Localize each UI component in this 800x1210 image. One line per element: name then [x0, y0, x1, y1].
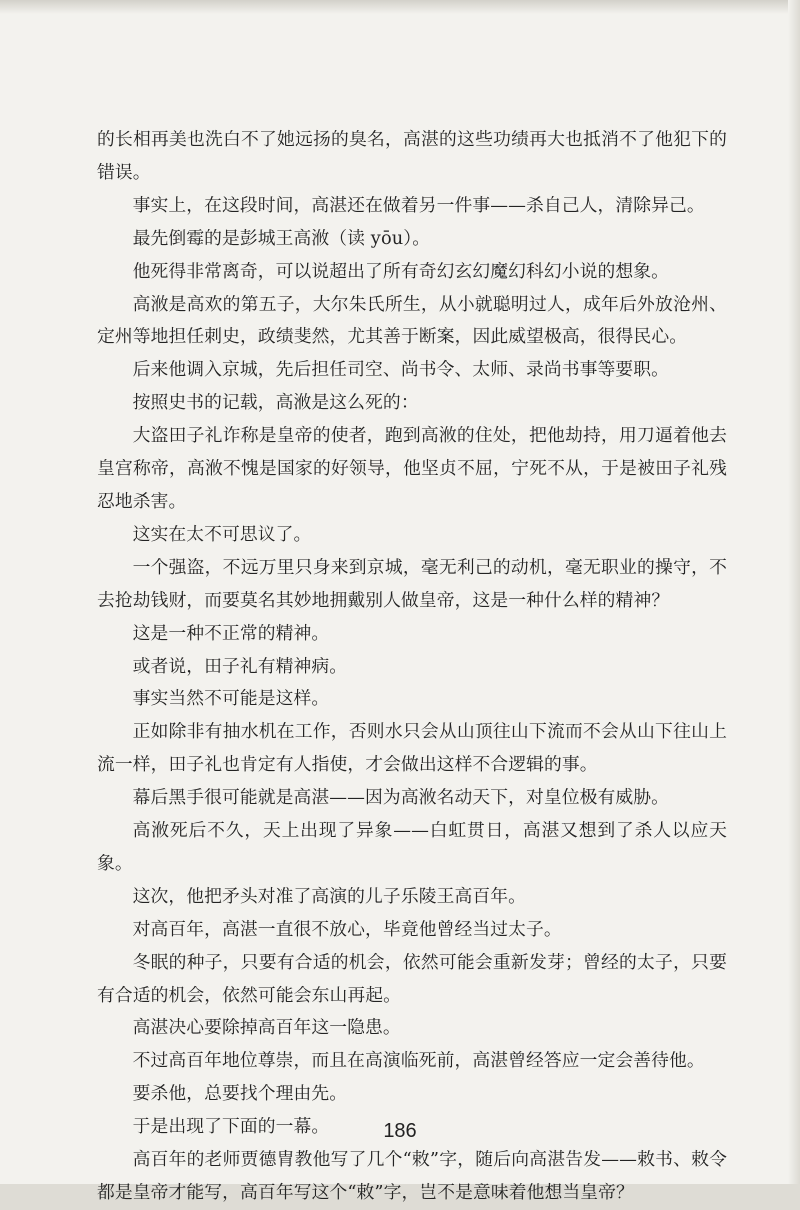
body-text [97, 124, 727, 1210]
paragraph: 他死得非常离奇，可以说超出了所有奇幻玄幻魔幻科幻小说的想象。 [132, 260, 670, 282]
paragraph: 这次，他把矛头对准了高演的儿子乐陵王高百年。 [132, 885, 526, 907]
paragraph: 事实上，在这段时间，高湛还在做着另一件事——杀自己人，清除异己。 [132, 194, 705, 216]
paragraph: 按照史书的记载，高浟是这么死的： [132, 392, 419, 414]
paragraph: 后来他调入京城，先后担任司空、尚书令、太师、录尚书事等要职。 [132, 359, 670, 381]
paragraph: 高百年的老师贾德胄教他写了几个“敕”字，随后向高湛告发——敕书、敕令都是皇帝才能写，高百年写这个“敕”字，岂不是意味着他想当皇帝？ [97, 1149, 727, 1203]
paragraph: 最先倒霉的是彭城王高浟（读 yōu）。 [132, 227, 431, 249]
paragraph: 要杀他，总要找个理由先。 [132, 1083, 348, 1105]
paragraph: 事实当然不可能是这样。 [132, 688, 330, 710]
paragraph: 这是一种不正常的精神。 [132, 622, 330, 644]
paragraph: 高浟是高欢的第五子，大尔朱氏所生，从小就聪明过人，成年后外放沧州、定州等地担任刺史，政绩斐然，尤其善于断案，因此威望极高，很得民心。 [97, 293, 727, 348]
paragraph: 不过高百年地位尊崇，而且在高演临死前，高湛曾经答应一定会善待他。 [132, 1050, 705, 1072]
paragraph: 一个强盗，不远万里只身来到京城，毫无利己的动机，毫无职业的操守，不去抢劫钱财，而要莫名其妙地拥戴别人做皇帝，这是一种什么样的精神？ [97, 556, 727, 611]
paragraph: 的长相再美也洗白不了她远扬的臭名，高湛的这些功绩再大也抵消不了他犯下的错误。 [97, 129, 727, 183]
page-right-shadow [788, 0, 800, 1184]
page-top-shadow [0, 0, 800, 14]
page-number: 186 [383, 1120, 417, 1142]
paragraph: 这实在太不可思议了。 [132, 523, 312, 545]
paragraph: 于是出现了下面的一幕。 [132, 1116, 330, 1138]
paragraph: 高湛决心要除掉高百年这一隐患。 [132, 1017, 401, 1039]
paragraph: 或者说，田子礼有精神病。 [132, 655, 348, 677]
paragraph: 对高百年，高湛一直很不放心，毕竟他曾经当过太子。 [132, 918, 562, 940]
paragraph: 正如除非有抽水机在工作，否则水只会从山顶往山下流而不会从山下往山上流一样，田子礼也肯定有人指使，才会做出这样不合逻辑的事。 [97, 721, 727, 776]
paragraph: 高浟死后不久，天上出现了异象——白虹贯日，高湛又想到了杀人以应天象。 [97, 820, 727, 874]
paragraph: 大盗田子礼诈称是皇帝的使者，跑到高浟的住处，把他劫持，用刀逼着他去皇宫称帝，高浟不愧是国家的好领导，他坚贞不屈，宁死不从，于是被田子礼残忍地杀害。 [97, 425, 727, 512]
paragraph: 幕后黑手很可能就是高湛——因为高浟名动天下，对皇位极有威胁。 [132, 787, 670, 809]
paragraph: 冬眠的种子，只要有合适的机会，依然可能会重新发芽；曾经的太子，只要有合适的机会，依然可能会东山再起。 [97, 951, 727, 1006]
